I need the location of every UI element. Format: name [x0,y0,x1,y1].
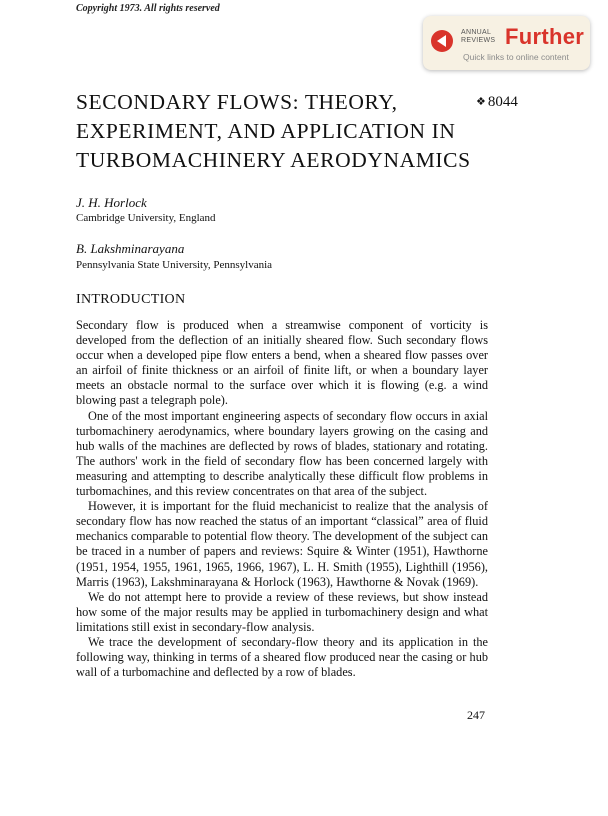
author-affiliation-2: Pennsylvania State University, Pennsylvania [76,259,273,271]
page-number: 247 [467,708,485,722]
copyright-notice: Copyright 1973. All rights reserved [76,3,220,14]
further-word: Further [505,24,585,49]
further-subtitle: Quick links to online content [463,52,569,62]
article-title [76,88,496,175]
title-line-2: EXPERIMENT, AND APPLICATION IN [76,119,456,143]
author-name-2: B. Lakshminarayana [76,241,185,256]
title-line-1: SECONDARY FLOWS: THEORY, [76,90,398,114]
diamond-icon: ❖ [476,96,486,108]
play-arrow-icon [431,30,453,52]
author-name-1: J. H. Horlock [76,195,147,210]
author-affiliation-1: Cambridge University, England [76,212,216,224]
annual-reviews-label: ANNUAL REVIEWS [461,29,496,44]
paragraph-4: We do not attempt here to provide a review of these reviews, but show instead how some of the major results may be applied in turbomachinery design and what limitations still exist in secondary-flow analysis. [76,589,488,634]
body-text [76,318,488,680]
further-links-badge[interactable] [423,16,590,70]
paragraph-3: However, it is important for the fluid mechanicist to realize that the analysis of secondary flow has now reached the status of an important “classical” area of fluid mechanics comparable to potential flow theory. The development of the subject can be traced in a number of papers and reviews: Squire & Winter (1951), Hawthorne (1951, 1954, 1955, 1961, 1965, 1966, 1967), L. H. Smith (1955), Lighthill (1956), Marris (1963), Lakshminarayana & Horlock (1963), Hawthorne & Novak (1969). [76,499,488,589]
article-number-value: 8044 [487,94,518,110]
title-line-3: TURBOMACHINERY AERODYNAMICS [76,148,471,172]
paragraph-1: Secondary flow is produced when a streamwise component of vorticity is developed from the deflection of an initially sheared flow. Such secondary flows occur when a developed pipe flow enters a bend, when a sheared flow passes over an airfoil of finite thickness or an airfoil of finite lift, or when a boundary layer meets an obstacle normal to the surface over which it is flowing (e.g. a wind blowing past a telegraph pole). [76,318,488,408]
paragraph-5: We trace the development of secondary-flow theory and its application in the following way, thinking in terms of a sheared flow produced near the casing or hub wall of a turbomachine and deflected by a row of blades. [76,634,488,680]
section-heading: INTRODUCTION [76,292,186,307]
paragraph-2: One of the most important engineering aspects of secondary flow occurs in axial turbomachinery aerodynamics, where boundary layers growing on the casing and hub walls of the machines are deflected by rows of blades, stationary and rotating. The authors' work in the field of secondary flow has been concerned largely with measuring and attempting to describe analytically these difficult flow problems in turbomachines, and this review concentrates on that area of the subject. [76,408,488,499]
